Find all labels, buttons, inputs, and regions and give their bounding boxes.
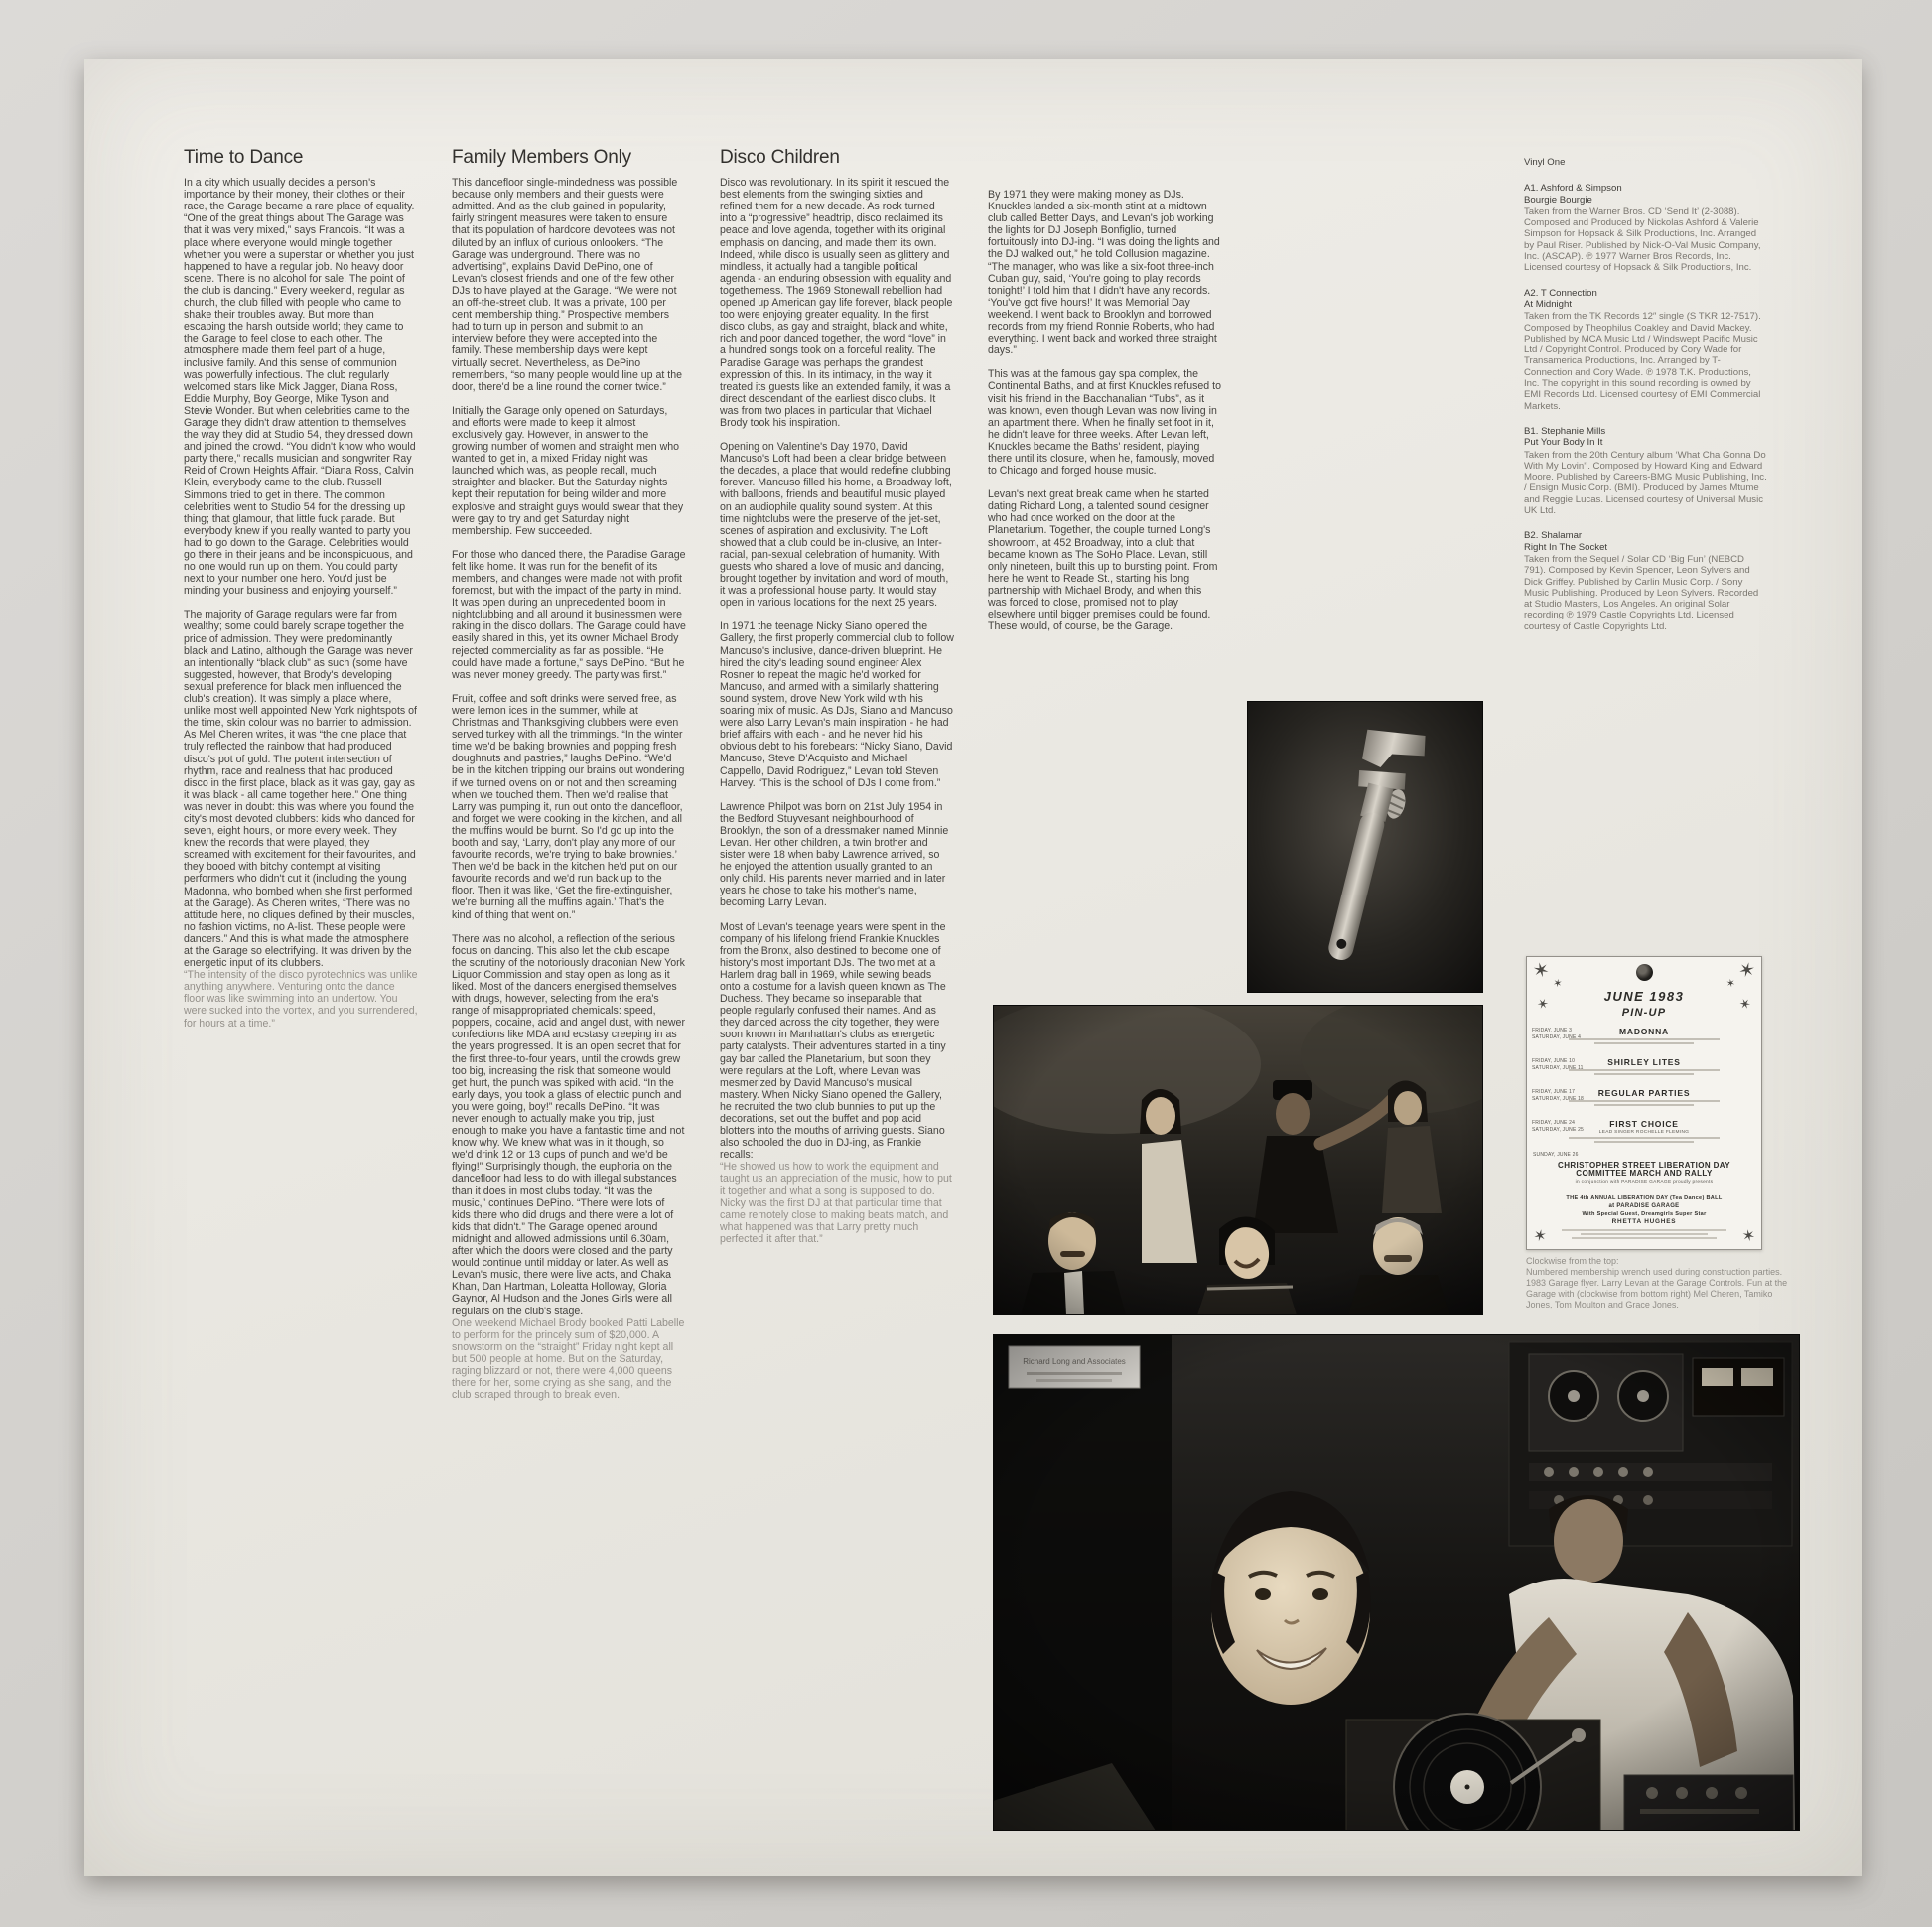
track-notes: Taken from the 20th Century album ‘What Cha Gonna Do With My Lovin'’. Composed by Howard King and Edward Moore. Published by Careers-BMG Music Publishing, Inc. / Ensign Music Corp. (BMI). Produced by James Mtume and Reggie Lucas. Licensed courtesy of Universal Music UK Ltd.	[1524, 449, 1767, 517]
fine-print-line	[1594, 1042, 1693, 1044]
track-notes: Taken from the Sequel / Solar CD ‘Big Fun’ (NEBCD 791). Composed by Kevin Spencer, Leon Sylvers and Dick Griffey. Published by Carlin Music Corp. / Sony Music Publishing. Produced by Leon Sylvers. Recorded at Studio Masters, Los Angeles. An original Solar recording ℗ 1979 Castle Copyrights Ltd. Licensed courtesy of Castle Copyrights Ltd.	[1524, 553, 1759, 632]
fine-print-line	[1581, 1233, 1707, 1235]
credits-title: Vinyl One	[1524, 157, 1566, 168]
event-date: FRIDAY, JUNE 3	[1532, 1028, 1573, 1033]
fine-print	[1527, 1137, 1761, 1143]
event-act: MADONNA	[1619, 1027, 1669, 1036]
event-dates	[1532, 1058, 1584, 1071]
paragraph: This dancefloor single-mindedness was possible because only members and their guests were admitted. And as the club gained in popularity, fairly stringent measures were taken to ensure that its population of hardcore devotees was not diluted by an influx of curious onlookers. “The Garage was underground. There was no advertising”, explains David DePino, one of Levan's closest friends and one of the few other DJs to have played at the Garage. “We were not an off-the-street club. It was a private, 100 per cent membership thing.” Prospective members had to turn up in person and submit to an interview before they were accepted into the family. These membership days were kept virtually secret. Nevertheless, as DePino remembers, “so many people would line up at the door, there'd be a line round the corner twice.”	[452, 177, 683, 393]
paragraph: In 1971 the teenage Nicky Siano opened the Gallery, the first properly commercial club to follow Mancuso's inclusive, dance-driven blueprint. He hired the city's leading sound engineer Alex Rosner to repeat the magic he'd worked for Mancuso, and armed with a similarly shattering sound system, drove New York wild with his soaring mix of music. As DJs, Siano and Mancuso were also Larry Levan's main inspiration - he had brief affairs with each - and he never hid his obvious debt to his forebears: “Nicky Siano, David Mancuso, Steve D'Acquisto and Michael Cappello, David Rodriguez,” Levan told Steven Harvey. “This is the school of DJs I come from.”	[720, 620, 954, 789]
flyer-pinup-title: PIN-UP	[1621, 1007, 1667, 1019]
party-photo-art	[993, 1005, 1483, 1315]
track-credit-list	[1524, 183, 1767, 632]
track-title: Bourgie Bourgie	[1524, 194, 1592, 206]
ball-line: at PARADISE GARAGE	[1608, 1202, 1680, 1209]
paragraph: The majority of Garage regulars were far from wealthy; some could barely scrape together the price of admission. They were predominantly black and Latino, although the Garage was never an intentionally “black club” as such (some have suggested, however, that Brody's developing sexual preference for black men influenced the club's creation). It was simply a place where, unlike most well appointed New York nightspots of the time, skin colour was no barrier to admission. As Mel Cheren writes, it was “the one place that truly reflected the rainbow that had produced disco's pot of gold. The potent intersection of rhythm, race and realness that had produced disco in the first place, black as it was gay, gay as it was black - all came together here.” One thing was never in doubt: this was where you found the city's most devoted clubbers: kids who danced for seven, eight hours, or more every week. They knew the records that were played, they screamed with excitement for their favourites, and they booed with bitchy contempt at visiting performers who didn't cut it (including the young Madonna, who bombed when she first performed at the Garage). As Cheren writes, “There was no attitude here, no cliques defined by their muscles, no fashion victims, no A-list. These people were dancers.” And this is what made the atmosphere at the Garage so electrifying. It was driven by the energetic input of its clubbers.	[184, 609, 417, 970]
june-1983-flyer	[1526, 956, 1762, 1250]
fine-print-line	[1572, 1237, 1717, 1239]
track-artist: B1. Stephanie Mills	[1524, 425, 1606, 437]
fine-print-line	[1594, 1104, 1693, 1106]
star-icon: ✶	[1534, 994, 1552, 1014]
garage-logo-icon	[1636, 964, 1653, 981]
paragraph: In a city which usually decides a person's importance by their money, their clothes or their race, the Garage became a rare place of equality. “One of the great things about The Garage was that it was very mixed,” says Francois. “It was a place where everyone would mingle together whether you were a superstar or whether you just happened to have a regular job. No heavy door scene. There is no alcohol for sale. The point of the club is dancing.” Every weekend, regular as church, the club filled with people who came to shake their troubles away. But more than escaping the harsh outside world; they came to the Garage to feel close to each other. The atmosphere made them feel part of a huge, inclusive family. And this sense of communion was powerfully infectious. The club regularly welcomed stars like Mick Jagger, Diana Ross, Eddie Murphy, Boy George, Mike Tyson and Stevie Wonder. But when celebrities came to the Garage they didn't draw attention to themselves the way they did at Studio 54, they dressed down and joined the crowd. “You didn't know who would party there,” recalls musician and songwriter Ray Reid of Crown Heights Affair. “Diana Ross, Calvin Klein, everybody came to the club. Russell Simmons tried to get in there. The common celebrities went to Studio 54 for the dressing up thing; that glamour, that little fuck parade. But everybody knew if you really wanted to party you had to go down to the Garage. Celebrities would go there in their jeans and be inconspicuous, and no one would run up on them. You could party next to your number one hero. You'd just be minding your business and enjoying yourself.”	[184, 177, 416, 598]
event-act: SHIRLEY LITES	[1607, 1057, 1681, 1067]
paragraph: There was no alcohol, a reflection of the serious focus on dancing. This also let the club escape the scrutiny of the notoriously draconian New York Liquor Commission and stay open as long as it liked. Most of the dancers energised themselves with drugs, however, selecting from the era's range of misappropriated chemicals: speed, poppers, cocaine, acid and angel dust, with newer confections like MDA and ecstasy creeping in as the years progressed. It is an open secret that for the first three-to-four years, until the crowds grew too big, increasing the risk that someone would get hurt, the punch was spiked with acid. “In the early days, you took a glass of electric punch and you were going, boy!” recalls DePino. “It was never enough to actually make you trip, just enough to make you have a fantastic time and not know why. We knew what was in it though, so we'd drink 12 or 13 cups of punch and we'd be flying!” Surprisingly though, the euphoria on the dancefloor had less to do with illegal substances than it does in most clubs today. “It was the music,” continues DePino. “There were lots of kids there who did drugs and there were a lot of kids that didn't.” The Garage opened around midnight and allowed admissions until 6.30am, after which the doors were closed and the party would continue until midday or later. As well as Levan's music, there were live acts, and Chaka Khan, Dan Hartman, Loleatta Holloway, Gloria Gaynor, Al Hudson and the Jones Girls were all regulars on the club's stage.	[452, 932, 685, 1317]
track-title: Put Your Body In It	[1524, 437, 1603, 449]
paragraph: This was at the famous gay spa complex, the Continental Baths, and at first Knuckles refused to visit his friend in the Bacchanalian “Tubs”, as it was known, even though Levan was now living in an apartment there. When he finally set foot in it, he didn't leave for three weeks. After Levan left, Knuckles became the Baths' resident, playing there until its closure, when he, famously, moved to Chicago and forged house music.	[988, 368, 1221, 478]
event-act: FIRST CHOICE	[1609, 1119, 1679, 1129]
star-icon: ✶	[1552, 977, 1564, 991]
paragraph: Most of Levan's teenage years were spent in the company of his lifelong friend Frankie Knuckles from the Bronx, also destined to become one of history's most important DJs. The two met at a Harlem drag ball in 1969, while sewing beads onto a costume for a lavish queen known as The Duchess. They became so inseparable that people regularly confused their names. And as they danced across the city together, they were soon known in Manhattan's clubs as energetic party catalysts. Their adventures started in a tiny gay bar called the Planetarium, but soon they were regulars at the Loft, where Levan was mesmerized by David Mancuso's musical mastery. When Nicky Siano opened the Gallery, he recruited the two club bunnies to put up the decorations, set out the buffet and pop acid blotters into the mouths of arriving guests. Siano also schooled the duo in DJ-ing, as Frankie recalls:	[720, 920, 946, 1162]
star-icon: ✶	[1739, 1226, 1757, 1247]
flyer-ball-lines	[1527, 1194, 1761, 1226]
garage-party-photo	[993, 1005, 1483, 1315]
flyer-month-title: JUNE 1983	[1603, 989, 1685, 1004]
paragraph: Initially the Garage only opened on Saturdays, and efforts were made to keep it almost exclusively gay. However, in answer to the growing number of women and straight men who wanted to get in, a mixed Friday night was launched which was, as people recall, much straighter and blacker. But the Saturday nights kept their reputation for being wilder and more explosive and straight guys would swear that they were gay to try and get Saturday night membership. Few succeeded.	[452, 404, 684, 537]
article-column-family-members-only	[452, 147, 686, 1413]
flyer-event	[1527, 1057, 1761, 1079]
paragraph: Fruit, coffee and soft drinks were served free, as were lemon ices in the summer, while at Christmas and Thanksgiving clubbers were even served turkey with all the trimmings. “In the winter time we'd be baking brownies and popping fresh doughnuts and pastries,” laughs DePino. “We'd be in the kitchen tripping our brains out wondering if we turned ovens on or not and then screaming when we touched them. Then we'd realise that Larry was pumping it, run out onto the dancefloor, and forget we were cooking in the kitchen, and all the muffins would be burnt. So I'd go up into the booth and say, ‘Larry, don't play any more of our favourite records, we're trying to bake brownies.’ Then we'd be back in the kitchen he'd put on our favourite records and we'd run back up to the floor. Then it was like, ‘Get the fire-extinguisher, we're burning all the muffins again.’ That's the kind of thing that went on.”	[452, 692, 685, 921]
fine-print-line	[1594, 1141, 1693, 1143]
star-icon: ✶	[1530, 958, 1553, 984]
dj-photo-art	[993, 1334, 1800, 1831]
event-date: FRIDAY, JUNE 10	[1532, 1058, 1576, 1064]
paragraph: By 1971 they were making money as DJs. Knuckles landed a six-month stint at a midtown club called Better Days, and Levan's job working the lights for DJ Joseph Bonfiglio, turned fortuitously into DJ-ing. “I was doing the lights and the DJ walked out,” he told Collusion magazine. “The manager, who was like a six-foot three-inch Cuban guy, said, ‘You're going to play records tonight!’ I told him that I didn't have any records. ‘You've got five hours!’ It was Memorial Day weekend. I went back to Brooklyn and borrowed records from my friend Ronnie Roberts, who had everything. I went back and worked three straight days.”	[988, 189, 1220, 357]
paragraph: For those who danced there, the Paradise Garage felt like home. It was run for the benefit of its members, and changes were made not with profit foremost, but with the impact of the party in mind. It was open during an unprecedented boom in nightclubbing and all around it businessmen were raking in the disco dollars. The Garage could have easily shared in this, yet its owner Michael Brody rejected commerciality as far as possible. “He could have made a fortune,” says DePino. “But he was never money greedy. The party was first.”	[452, 548, 686, 681]
event-subtitle: in conjunction with PARADISE GARAGE proudly presents	[1575, 1179, 1714, 1185]
fine-print-line	[1569, 1038, 1719, 1040]
photo-caption	[1526, 1256, 1788, 1310]
fine-print-line	[1569, 1100, 1719, 1102]
ball-line: With Special Guest, Dreamgirls Super Star	[1582, 1210, 1707, 1217]
event-date: SUNDAY, JUNE 26	[1533, 1152, 1579, 1158]
ball-line: THE 4th ANNUAL LIBERATION DAY (Tea Dance) BALL	[1566, 1194, 1723, 1201]
track-artist: B2. Shalamar	[1524, 530, 1583, 542]
paragraph: “The intensity of the disco pyrotechnics was unlike anything anywhere. Venturing onto the dance floor was like swimming into an undertow. You were sucked into the vortex, and you surrendered, for hours at a time.”	[184, 969, 418, 1030]
paragraph: Lawrence Philpot was born on 21st July 1954 in the Bedford Stuyvesant neighbourhood of Brooklyn, the son of a dressmaker named Minnie Levan. Her other children, a twin brother and sister were 18 when baby Lawrence arrived, so he enjoyed the attention usually granted to an only child. His parents never married and in later years he chose to take his mother's name, becoming Larry Levan.	[720, 800, 949, 909]
track-title: At Midnight	[1524, 298, 1572, 310]
fine-print-line	[1594, 1073, 1693, 1075]
star-icon: ✶	[1735, 958, 1758, 984]
article-column-disco-children	[720, 147, 954, 1257]
flyer-event	[1527, 1119, 1761, 1143]
track-credit	[1524, 288, 1767, 412]
paragraph: Disco was revolutionary. In its spirit it rescued the best elements from the swinging sixties and refined them for a new decade. As rock turned into a “progressive” headtrip, disco reclaimed its peace and love agenda, together with its original emphasis on dancing, and made them its own. Indeed, while disco is usually seen as glittery and mindless, it actually had a tangible political agenda - an enduring obsession with equality and togetherness. The 1969 Stonewall rebellion had opened up American gay life forever, black people too were enjoying greater equality. In the first disco clubs, as gay and straight, black and white, rich and poor danced together, the word “love” in a hundred songs took on a forceful reality. The Paradise Garage was perhaps the grandest expression of this. In its intimacy, in the way it treated its guests like an extended family, it was a direct descendant of the earliest disco clubs. It was from two places in particular that Michael Brody took his inspiration.	[720, 177, 953, 429]
event-subtitle: LEAD SINGER ROCHELLE FLEMING	[1598, 1130, 1690, 1135]
track-notes: Taken from the TK Records 12″ single (S TKR 12-7517). Composed by Theophilus Coakley and David Mackey. Published by MCA Music Ltd / Windswept Pacific Music Ltd / Copyright Control. Produced by Cory Wade for Transamerica Productions, Inc. Arranged by T-Connection and Cory Wade. ℗ 1978 T.K. Productions, Inc. The copyright in this sound recording is owned by EMI Records Ltd. Licensed courtesy of EMI Commercial Markets.	[1524, 311, 1761, 412]
track-artist: A2. T Connection	[1524, 287, 1597, 299]
caption-intro: Clockwise from the top:	[1526, 1256, 1619, 1266]
paragraph: One weekend Michael Brody booked Patti Labelle to perform for the princely sum of $20,000. A snowstorm on the “straight” Friday night kept all but 500 people at home. But on the Saturday, raging blizzard or not, there were 4,000 queens there for her, some crying as she sang, and the club scraped through to break even.	[452, 1316, 685, 1402]
paragraph: Levan's next great break came when he started dating Richard Long, a talented sound designer who had once worked on the door at the Planetarium. Together, the couple turned Long's showroom, at 452 Broadway, into a club that became known as The SoHo Place. Levan, still only nineteen, built this up to bursting point. From here he went to Reade St., starting his long partnership with Michael Brody, and when this was forced to close, promised not to play elsewhere until bigger premises could be found. These would, of course, be the Garage.	[988, 488, 1218, 633]
track-notes: Taken from the Warner Bros. CD ‘Send It’ (2-3088). Composed and Produced by Nickolas Ashford & Valerie Simpson for Hopsack & Silk Productions, Inc. Arranged by Paul Riser. Published by Nick-O-Val Music Company, Inc. (ASCAP). ℗ 1977 Warner Bros Records, Inc. Licensed courtesy of Hopsack & Silk Productions, Inc.	[1524, 206, 1761, 274]
event-date: FRIDAY, JUNE 24	[1532, 1120, 1576, 1126]
article-column-continued	[988, 189, 1222, 644]
track-artist: A1. Ashford & Simpson	[1524, 183, 1622, 195]
event-date: FRIDAY, JUNE 17	[1532, 1089, 1576, 1095]
paragraph: Opening on Valentine's Day 1970, David Mancuso's Loft had been a clear bridge between the decades, a place that would redefine clubbing forever. Mancuso filled his home, a Broadway loft, with balloons, friends and beautiful music played on an audiophile quality sound system. At this time nightclubs were the preserve of the jet-set, scenes of aspiration and exclusivity. The Loft showed that a club could be in-clusive, an Inter-racial, pan-sexual celebration of humanity. With guests who shared a love of music and dancing, brought together by invitation and word of mouth, it was a professional house party. It would stay open in various locations for the next 25 years.	[720, 441, 952, 610]
track-credits-column	[1524, 157, 1767, 646]
star-icon: ✶	[1531, 1226, 1549, 1247]
event-date: SATURDAY, JUNE 25	[1532, 1126, 1585, 1133]
flyer-event-list	[1527, 1027, 1761, 1185]
caption-body: Numbered membership wrench used during construction parties. 1983 Garage flyer. Larry Levan at the Garage Controls. Fun at the Garage with (clockwise from bottom right) Mel Cheren, Tamiko Jones, Tom Moulton and Grace Jones.	[1526, 1267, 1788, 1309]
larry-levan-dj-photo	[993, 1334, 1800, 1831]
flyer-event	[1527, 1152, 1761, 1185]
flyer-event	[1527, 1027, 1761, 1048]
article-heading: Family Members Only	[452, 147, 631, 168]
event-act: REGULAR PARTIES	[1597, 1088, 1691, 1098]
article-column-time-to-dance	[184, 147, 418, 1041]
article-heading: Disco Children	[720, 147, 840, 168]
star-icon: ✶	[1725, 977, 1736, 991]
fine-print-line	[1569, 1069, 1719, 1071]
event-dates	[1532, 1120, 1584, 1133]
flyer-event	[1527, 1088, 1761, 1110]
flyer-fine-print	[1527, 1229, 1761, 1239]
star-icon: ✶	[1736, 994, 1754, 1014]
event-dates	[1532, 1089, 1584, 1102]
paragraph: “He showed us how to work the equipment and taught us an appreciation of the music, how to put it together and what a song is supposed to do. Nicky was the first DJ at that particular time that came remotely close to making beats match, and what happened was that Larry pretty much perfected it after that.”	[720, 1161, 952, 1245]
event-date: SATURDAY, JUNE 18	[1532, 1095, 1585, 1102]
track-credit	[1524, 426, 1767, 516]
membership-wrench-photo	[1247, 701, 1483, 993]
event-dates	[1533, 1152, 1761, 1159]
article-heading: Time to Dance	[184, 147, 304, 168]
wrench-photo-art	[1247, 701, 1483, 993]
event-date: SATURDAY, JUNE 11	[1532, 1064, 1584, 1071]
track-title: Right In The Socket	[1524, 541, 1608, 553]
track-credit	[1524, 183, 1767, 273]
event-dates	[1532, 1028, 1581, 1040]
event-date: SATURDAY, JUNE 4	[1532, 1033, 1582, 1040]
track-credit	[1524, 530, 1767, 632]
event-act: CHRISTOPHER STREET LIBERATION DAY COMMITTEE MARCH AND RALLY	[1558, 1160, 1730, 1178]
record-sleeve-inner-notes	[84, 59, 1862, 1876]
fine-print-line	[1569, 1137, 1719, 1139]
ball-line: RHETTA HUGHES	[1611, 1217, 1677, 1225]
fine-print-line	[1562, 1229, 1725, 1231]
